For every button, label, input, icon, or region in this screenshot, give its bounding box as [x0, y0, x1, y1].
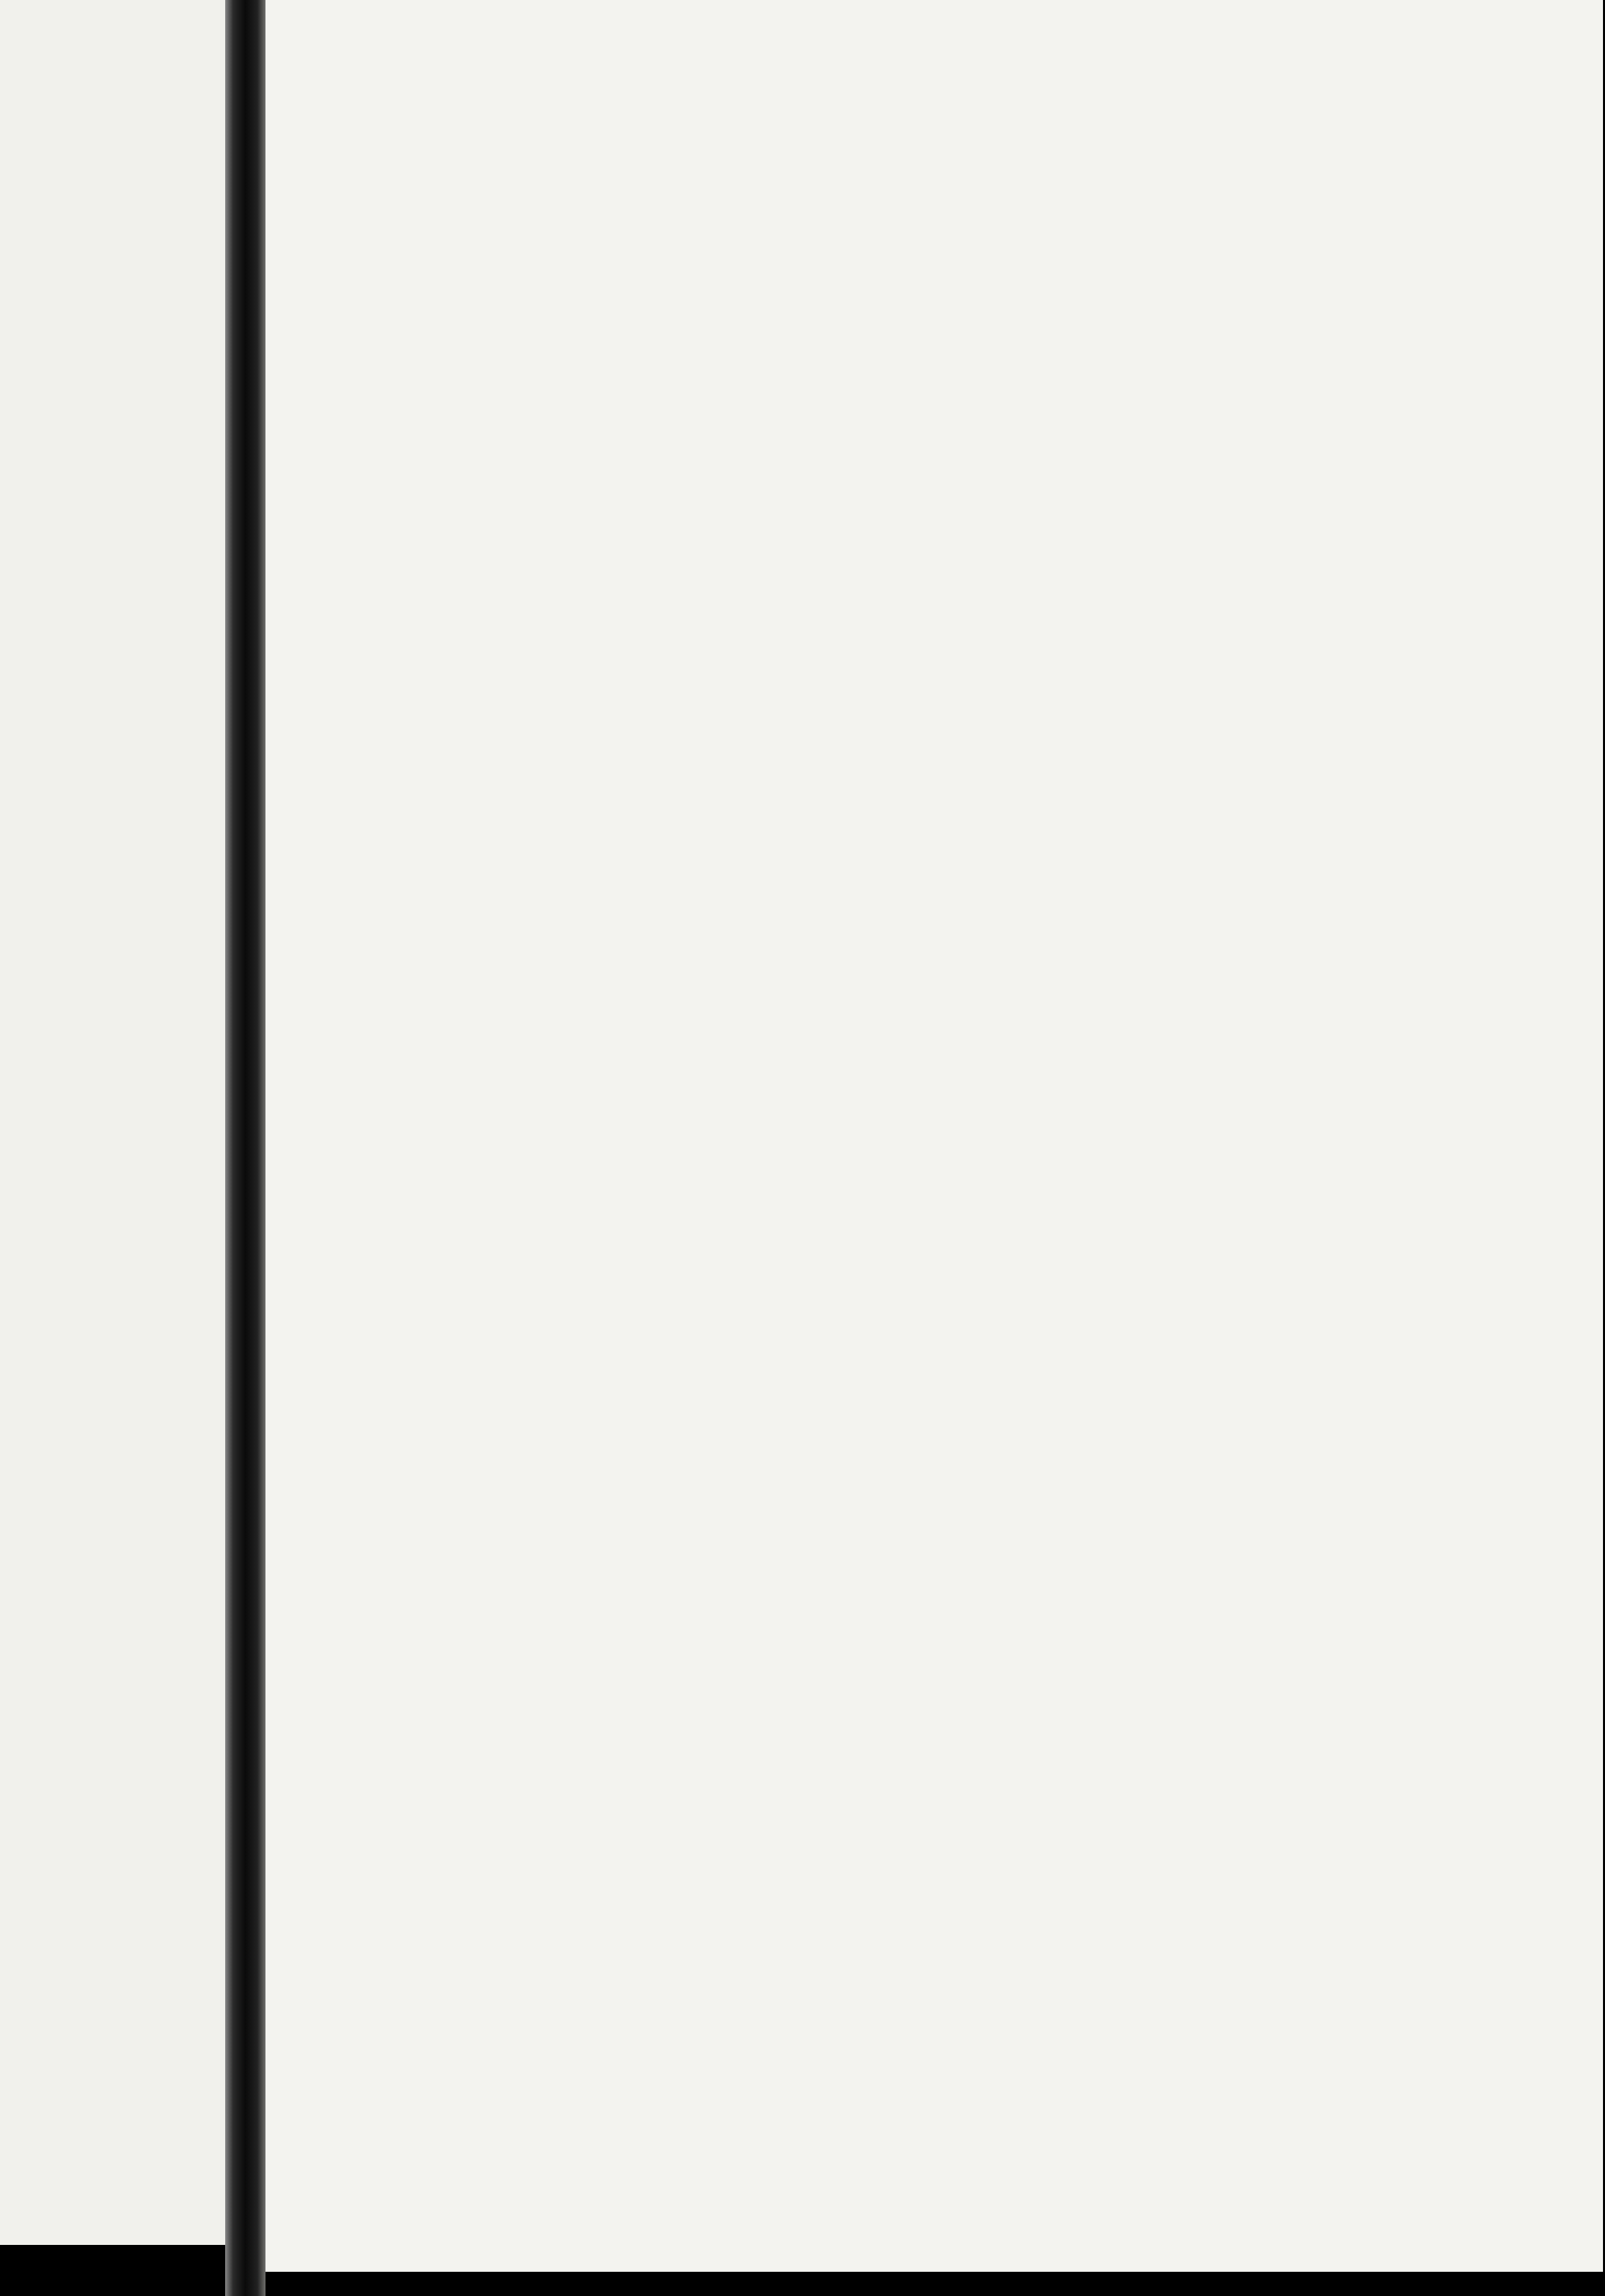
facing-page-fragment	[0, 0, 225, 2245]
page	[265, 0, 1603, 2272]
book-gutter	[225, 0, 265, 2296]
running-header	[292, 138, 1462, 171]
